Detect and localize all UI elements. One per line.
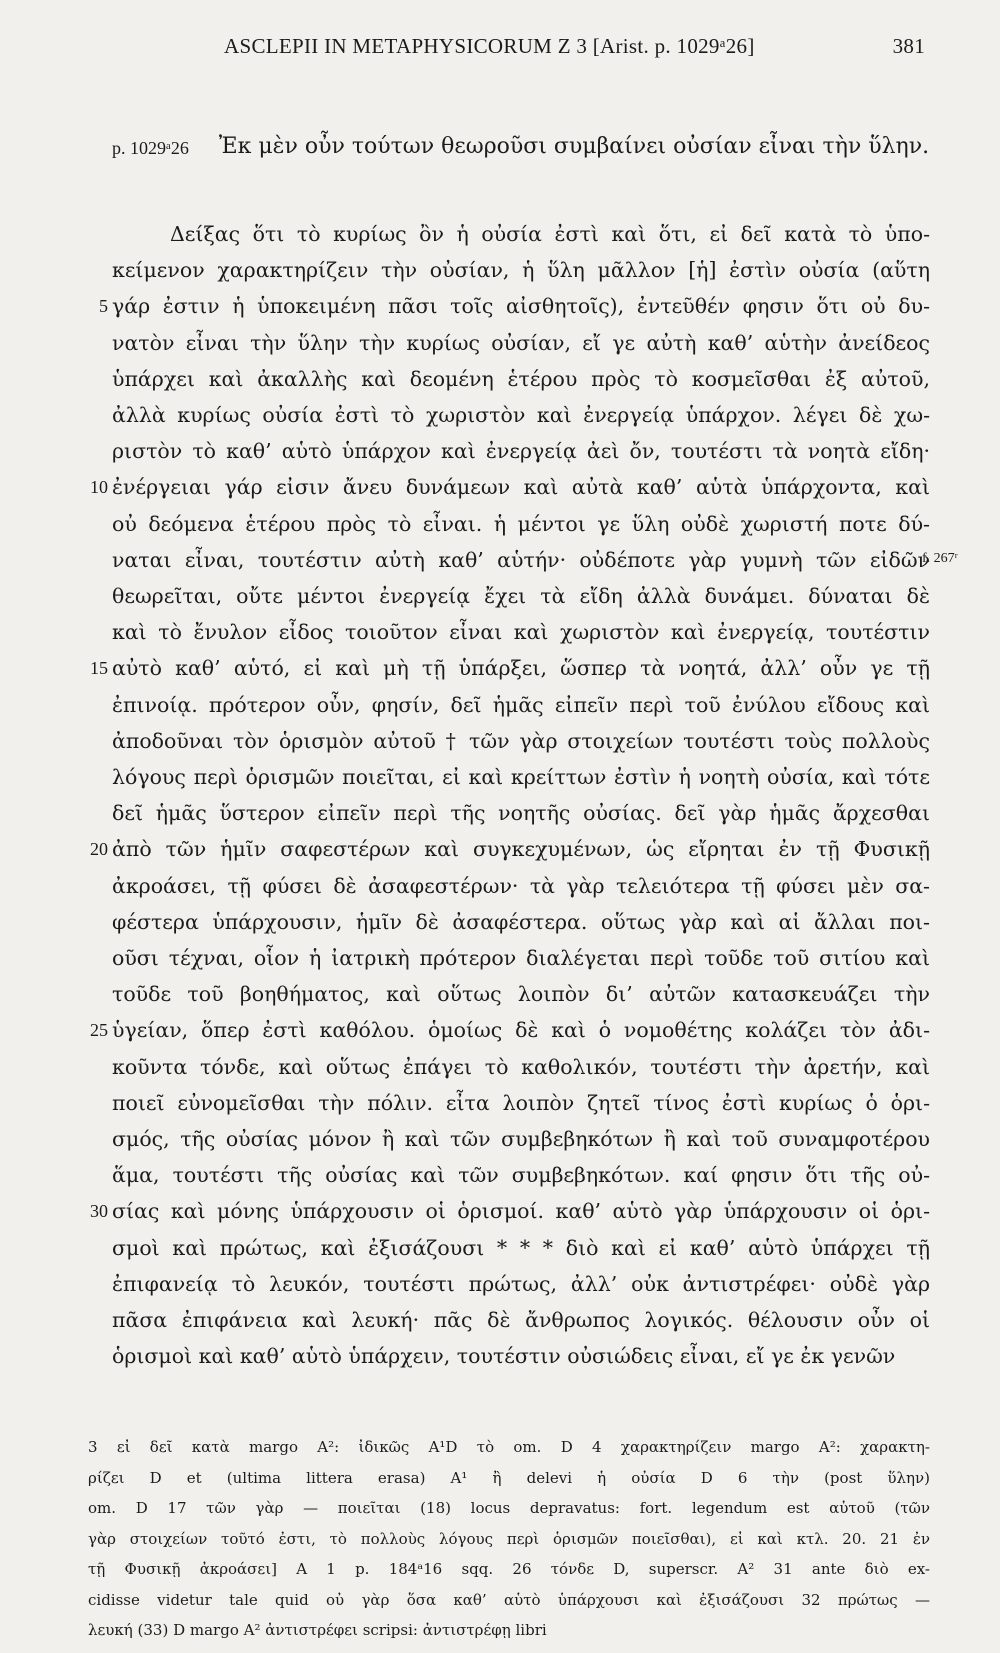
line-number: 10: [90, 477, 108, 497]
text-line: ναται εἶναι, τουτέστιν αὐτὴ καθ’ αὑτήν· οὐδέποτε γὰρ γυμνὴ τῶν εἰδῶν: [112, 548, 930, 572]
text-line: ποιεῖ εὐνομεῖσθαι τὴν πόλιν. εἶτα λοιπὸν ζητεῖ τίνος ἐστὶ κυρίως ὁ ὁρι-: [112, 1091, 930, 1115]
folio-margin-note: f. 267ʳ: [922, 551, 958, 566]
text-line: θεωρεῖται, οὔτε μέντοι ἐνεργείᾳ ἔχει τὰ εἴδη ἀλλὰ δυνάμει. δύναται δὲ: [112, 584, 930, 608]
text-line: ὑγείαν, ὅπερ ἐστὶ καθόλου. ὁμοίως δὲ καὶ ὁ νομοθέτης κολάζει τὸν ἀδι-: [112, 1018, 930, 1042]
line-number: 30: [90, 1201, 108, 1221]
lemma-reference: p. 1029ᵃ26: [112, 138, 189, 158]
line-number: 15: [90, 658, 108, 678]
apparatus-line: 3 εἰ δεῖ κατὰ margo A²: ἰδικῶς A¹D τὸ om. D 4 χαρακτηρίζειν margo A²: χαρακτη-: [88, 1438, 930, 1456]
lemma-text: Ἐκ μὲν οὖν τούτων θεωροῦσι συμβαίνει οὐσίαν εἶναι τὴν ὕλην.: [218, 134, 930, 159]
apparatus-line: cidisse videtur tale quid οὐ γὰρ ὅσα καθ’ αὑτὸ ὑπάρχουσι καὶ ἐξισάζουσι 32 πρώτως —: [88, 1591, 930, 1609]
text-line: ὁρισμοὶ καὶ καθ’ αὑτὸ ὑπάρχειν, τουτέστιν οὐσιώδεις εἶναι, εἴ γε ἐκ γενῶν: [112, 1344, 896, 1368]
text-line: κοῦντα τόνδε, καὶ οὕτως ἐπάγει τὸ καθολικόν, τουτέστι τὴν ἀρετήν, καὶ: [112, 1055, 930, 1079]
text-line: ἐνέργειαι γάρ εἰσιν ἄνευ δυνάμεων καὶ αὐτὰ καθ’ αὑτὰ ὑπάρχοντα, καὶ: [112, 475, 930, 499]
text-line: σίας καὶ μόνης ὑπάρχουσιν οἱ ὁρισμοί. καθ’ αὑτὸ γὰρ ὑπάρχουσιν οἱ ὁρι-: [112, 1199, 930, 1223]
text-line: Δείξας ὅτι τὸ κυρίως ὂν ἡ οὐσία ἐστὶ καὶ ὅτι, εἰ δεῖ κατὰ τὸ ὑπο-: [170, 222, 930, 246]
apparatus-line: τῇ Φυσικῇ ἀκροάσει] A 1 p. 184ᵃ16 sqq. 26 τόνδε D, superscr. A² 31 ante διὸ ex-: [88, 1560, 930, 1578]
apparatus-line: ρίζει D et (ultima littera erasa) A¹ ἢ delevi ἡ οὐσία D 6 τὴν (post ὕλην): [88, 1469, 930, 1487]
apparatus-line: om. D 17 τῶν γὰρ — ποιεῖται (18) locus depravatus: fort. legendum est αὐτοῦ (τῶν: [88, 1499, 930, 1517]
text-line: δεῖ ἡμᾶς ὕστερον εἰπεῖν περὶ τῆς νοητῆς οὐσίας. δεῖ γὰρ ἡμᾶς ἄρχεσθαι: [112, 801, 930, 825]
text-line: ἀπὸ τῶν ἡμῖν σαφεστέρων καὶ συγκεχυμένων, ὡς εἴρηται ἐν τῇ Φυσικῇ: [112, 837, 930, 861]
text-line: ἀποδοῦναι τὸν ὁρισμὸν αὐτοῦ † τῶν γὰρ στοιχείων τουτέστι τοὺς πολλοὺς: [112, 729, 930, 753]
text-line: ριστὸν τὸ καθ’ αὑτὸ ὑπάρχον καὶ ἐνεργείᾳ ἀεὶ ὄν, τουτέστι τὰ νοητὰ εἴδη·: [112, 439, 930, 463]
text-line: ὑπάρχει καὶ ἀκαλλὴς καὶ δεομένη ἑτέρου πρὸς τὸ κοσμεῖσθαι ἐξ αὐτοῦ,: [112, 367, 930, 391]
text-line: καὶ τὸ ἔνυλον εἶδος τοιοῦτον εἶναι καὶ χωριστὸν καὶ ἐνεργείᾳ, τουτέστιν: [112, 620, 930, 644]
running-head: [224, 34, 925, 64]
text-line: αὐτὸ καθ’ αὑτό, εἰ καὶ μὴ τῇ ὑπάρξει, ὥσπερ τὰ νοητά, ἀλλ’ οὖν γε τῇ: [112, 656, 930, 680]
text-line: ἐπινοίᾳ. πρότερον οὖν, φησίν, δεῖ ἡμᾶς εἰπεῖν περὶ τοῦ ἐνύλου εἴδους καὶ: [112, 693, 930, 717]
text-line: ἐπιφανείᾳ τὸ λευκόν, τουτέστι πρώτως, ἀλλ’ οὐκ ἀντιστρέφει· οὐδὲ γὰρ: [112, 1272, 930, 1296]
page-number: 381: [892, 34, 925, 58]
text-line: φέστερα ὑπάρχουσιν, ἡμῖν δὲ ἀσαφέστερα. οὕτως γὰρ καὶ αἱ ἄλλαι ποι-: [112, 910, 930, 934]
text-line: ἅμα, τουτέστι τῆς οὐσίας καὶ τῶν συμβεβηκότων. καί φησιν ὅτι τῆς οὐ-: [112, 1163, 930, 1187]
text-line: γάρ ἐστιν ἡ ὑποκειμένη πᾶσι τοῖς αἰσθητοῖς), ἐντεῦθέν φησιν ὅτι οὐ δυ-: [112, 294, 930, 318]
text-line: κείμενον χαρακτηρίζειν τὴν οὐσίαν, ἡ ὕλη μᾶλλον [ἡ] ἐστὶν οὐσία (αὕτη: [112, 258, 930, 282]
text-line: σμοὶ καὶ πρώτως, καὶ ἐξισάζουσι * * * διὸ καὶ εἰ καθ’ αὑτὸ ὑπάρχει τῇ: [112, 1236, 930, 1260]
text-line: οῦσι τέχναι, οἷον ἡ ἰατρικὴ πρότερον διαλέγεται περὶ τοῦδε τοῦ σιτίου καὶ: [112, 946, 930, 970]
text-line: οὐ δεόμενα ἑτέρου πρὸς τὸ εἶναι. ἡ μέντοι γε ὕλη οὐδὲ χωριστή ποτε δύ-: [112, 512, 930, 536]
apparatus-line: γὰρ στοιχείων τοῦτό ἐστι, τὸ πολλοὺς λόγους περὶ ὁρισμῶν ποιεῖσθαι), εἰ καὶ κτλ. 20. 21 ἐν: [88, 1530, 930, 1548]
text-line: πᾶσα ἐπιφάνεια καὶ λευκή· πᾶς δὲ ἄνθρωπος λογικός. θέλουσιν οὖν οἱ: [112, 1308, 930, 1332]
text-line: λόγους περὶ ὁρισμῶν ποιεῖται, εἰ καὶ κρείττων ἐστὶν ἡ νοητὴ οὐσία, καὶ τότε: [112, 765, 930, 789]
line-number: 5: [99, 296, 108, 316]
running-title: ASCLEPII IN METAPHYSICORUM Z 3 [Arist. p. 1029ᵃ26]: [224, 34, 755, 58]
line-number: 25: [90, 1020, 108, 1040]
apparatus-line: λευκή (33) D margo A² ἀντιστρέφει scripsi: ἀντιστρέφῃ libri: [88, 1621, 547, 1639]
text-line: ἀλλὰ κυρίως οὐσία ἐστὶ τὸ χωριστὸν καὶ ἐνεργείᾳ ὑπάρχον. λέγει δὲ χω-: [112, 403, 930, 427]
text-line: νατὸν εἶναι τὴν ὕλην τὴν κυρίως οὐσίαν, εἴ γε αὐτὴ καθ’ αὑτὴν ἀνείδεος: [112, 331, 930, 355]
text-line: τοῦδε τοῦ βοηθήματος, καὶ οὕτως λοιπὸν δι’ αὐτῶν κατασκευάζει τὴν: [112, 982, 930, 1006]
text-line: σμός, τῆς οὐσίας μόνον ἢ καὶ τῶν συμβεβηκότων ἢ καὶ τοῦ συναμφοτέρου: [112, 1127, 930, 1151]
line-number: 20: [90, 839, 108, 859]
text-line: ἀκροάσει, τῇ φύσει δὲ ἀσαφεστέρων· τὰ γὰρ τελειότερα τῇ φύσει μὲν σα-: [112, 874, 930, 898]
